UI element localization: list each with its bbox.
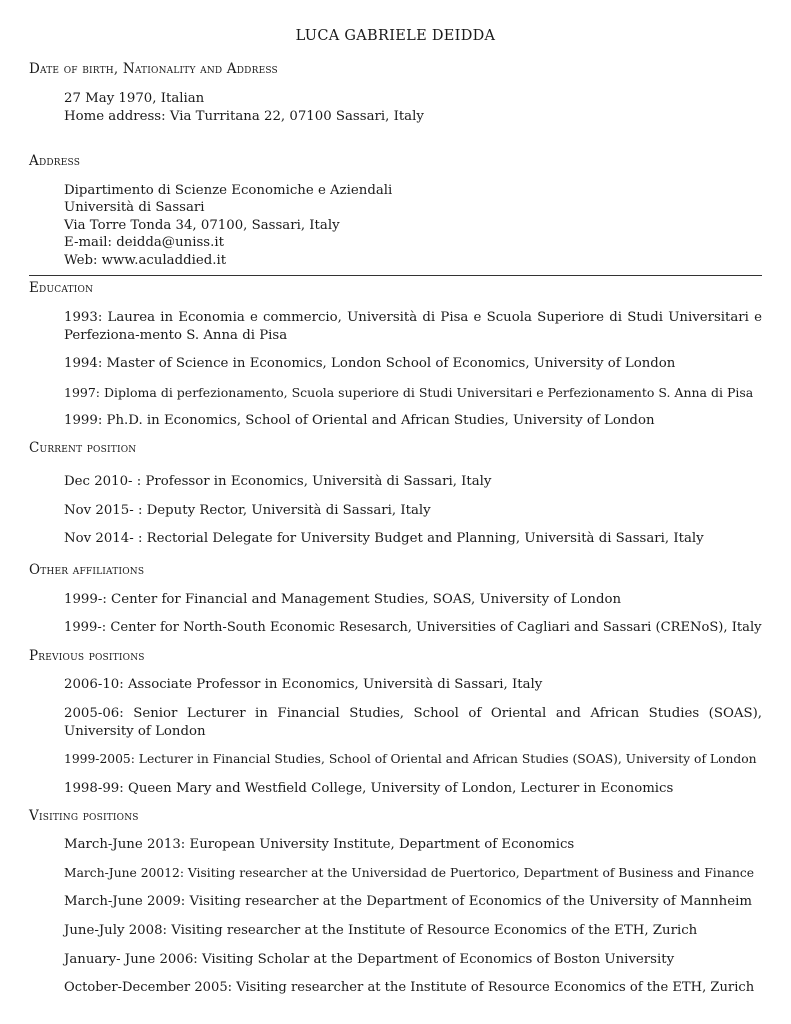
visiting-position-item: March-June 20012: Visiting researcher at the Universidad de Puertorico, Department of Business and Finance bbox=[64, 866, 755, 880]
visiting-position-item: March-June 2009: Visiting researcher at the Department of Economics of the University of Mannheim bbox=[64, 894, 752, 909]
address-line: Via Torre Tonda 34, 07100, Sassari, Italy bbox=[64, 218, 340, 233]
previous-position-item: 2005-06: Senior Lecturer in Financial Studies, School of Oriental and African Studies (SOAS), University of London bbox=[64, 706, 762, 739]
visiting-position-item: June-July 2008: Visiting researcher at the Institute of Resource Economics of the ETH, Zurich bbox=[64, 923, 698, 938]
current-position-item: Dec 2010- : Professor in Economics, Università di Sassari, Italy bbox=[64, 474, 492, 489]
education-item: 1993: Laurea in Economia e commercio, Università di Pisa e Scuola Superiore di Studi Universitari e Perfeziona-mento S. Anna di Pisa bbox=[64, 310, 762, 343]
section-heading-affiliations: Other affiliations bbox=[29, 562, 145, 578]
visiting-position-item: March-June 2013: European University Institute, Department of Economics bbox=[64, 837, 575, 852]
education-item: 1994: Master of Science in Economics, London School of Economics, University of London bbox=[64, 356, 676, 371]
address-email: E-mail: deidda@uniss.it bbox=[64, 235, 224, 250]
section-heading-personal: Date of birth, Nationality and Address bbox=[29, 61, 278, 77]
affiliation-item: 1999-: Center for Financial and Management Studies, SOAS, University of London bbox=[64, 592, 622, 607]
address-web: Web: www.aculaddied.it bbox=[64, 253, 227, 268]
current-position-item: Nov 2014- : Rectorial Delegate for University Budget and Planning, Università di Sassari, Italy bbox=[64, 531, 704, 546]
education-item: 1997: Diploma di perfezionamento, Scuola superiore di Studi Universitari e Perfezionamento S. Anna di Pisa bbox=[64, 385, 754, 400]
personal-line: Home address: Via Turritana 22, 07100 Sassari, Italy bbox=[64, 109, 424, 124]
section-heading-education: Education bbox=[29, 280, 94, 296]
section-heading-previous: Previous positions bbox=[29, 648, 145, 664]
current-position-item: Nov 2015- : Deputy Rector, Università di Sassari, Italy bbox=[64, 503, 431, 518]
section-heading-visiting: Visiting positions bbox=[29, 808, 139, 824]
previous-position-item: 1999-2005: Lecturer in Financial Studies, School of Oriental and African Studies (SOAS), University of London bbox=[64, 752, 757, 766]
previous-position-item: 1998-99: Queen Mary and Westfield College, University of London, Lecturer in Economics bbox=[64, 781, 674, 796]
address-line: Dipartimento di Scienze Economiche e Aziendali bbox=[64, 183, 393, 198]
cv-name: LUCA GABRIELE DEIDDA bbox=[295, 28, 496, 44]
section-divider bbox=[29, 275, 762, 276]
visiting-position-item: January- June 2006: Visiting Scholar at the Department of Economics of Boston University bbox=[64, 952, 675, 967]
section-heading-address: Address bbox=[29, 153, 81, 169]
personal-line: 27 May 1970, Italian bbox=[64, 91, 205, 106]
affiliation-item: 1999-: Center for North-South Economic Resesarch, Universities of Cagliari and Sassari (CRENoS), Italy bbox=[64, 620, 762, 635]
address-line: Università di Sassari bbox=[64, 200, 205, 215]
visiting-position-item: October-December 2005: Visiting researcher at the Institute of Resource Economics of the ETH, Zurich bbox=[64, 980, 755, 995]
education-item: 1999: Ph.D. in Economics, School of Oriental and African Studies, University of London bbox=[64, 413, 655, 428]
section-heading-current: Current position bbox=[29, 440, 137, 456]
previous-position-item: 2006-10: Associate Professor in Economics, Università di Sassari, Italy bbox=[64, 677, 543, 692]
